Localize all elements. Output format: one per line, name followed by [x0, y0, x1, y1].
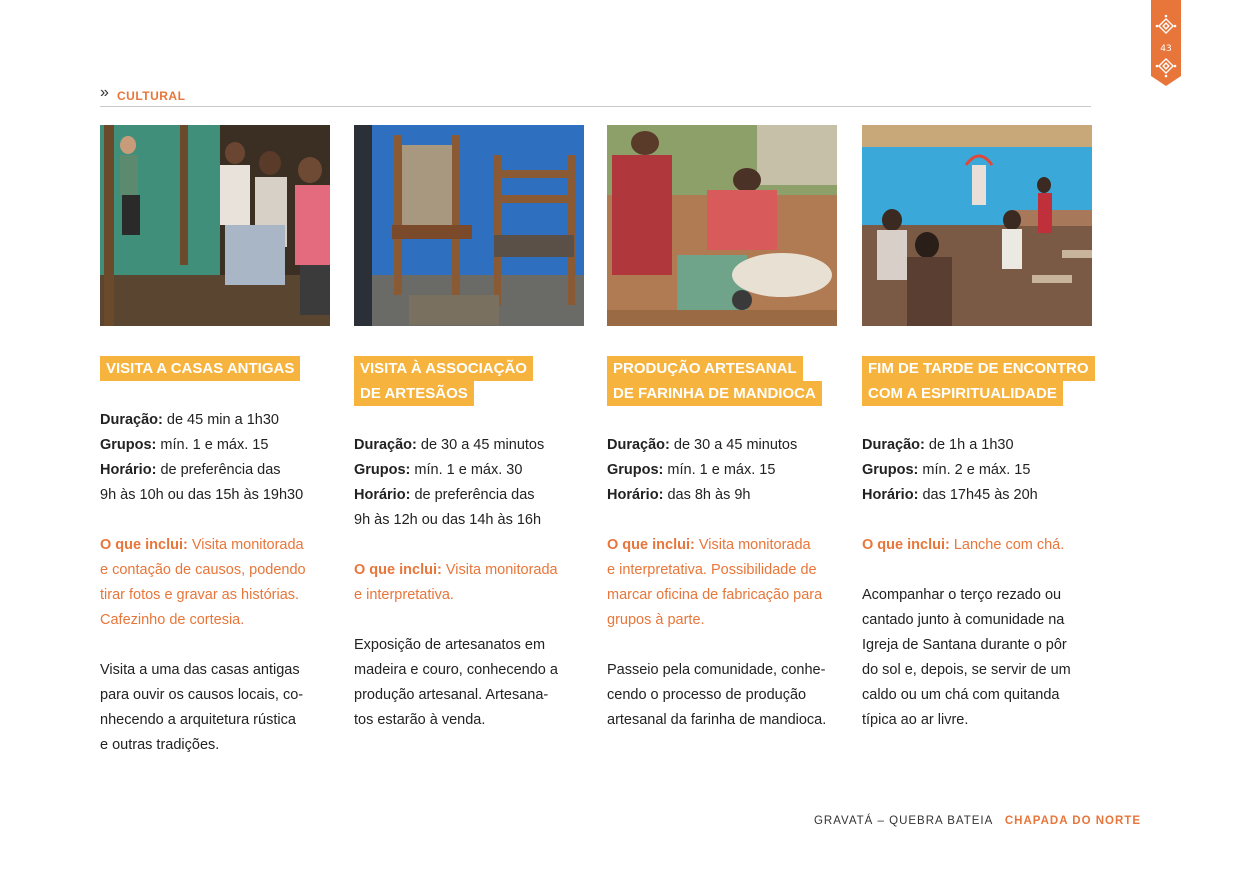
page-footer	[814, 815, 1141, 827]
duration-value: de 30 a 45 minutos	[673, 437, 798, 453]
duration-value: de 30 a 45 minutos	[420, 437, 545, 453]
includes-line-3: tirar fotos e gravar as histórias.	[100, 587, 300, 603]
photo-farinha-mandioca	[607, 125, 837, 326]
description-line-3: produção artesanal. Artesana-	[354, 687, 549, 703]
includes-label: O que inclui:	[354, 562, 442, 578]
footer-place: GRAVATÁ – QUEBRA BATEIA	[813, 815, 993, 827]
schedule-label: Horário:	[354, 487, 411, 503]
description-line-6: típica ao ar livre.	[862, 712, 969, 728]
description	[862, 583, 1102, 733]
includes-line-2: e contação de causos, podendo	[100, 562, 306, 578]
title-line-1: VISITA À ASSOCIAÇÃO	[354, 356, 533, 381]
includes-label: O que inclui:	[862, 537, 950, 553]
includes-line-4: Cafezinho de cortesia.	[100, 612, 245, 628]
description-line-1: Acompanhar o terço rezado ou	[862, 587, 1062, 603]
description-line-4: e outras tradições.	[100, 737, 220, 753]
description-line-2: cendo o processo de produção	[607, 687, 807, 703]
description-line-3: artesanal da farinha de mandioca.	[607, 712, 827, 728]
activity-title	[354, 356, 594, 406]
photo-casas-antigas	[100, 125, 330, 326]
activity-title	[862, 356, 1102, 406]
section-header	[100, 86, 1091, 107]
includes-line-1: Lanche com chá.	[953, 537, 1065, 553]
schedule-label: Horário:	[862, 487, 919, 503]
description-line-4: tos estarão à venda.	[354, 712, 486, 728]
groups-label: Grupos:	[354, 462, 411, 478]
activity-card-espiritualidade	[862, 125, 1094, 728]
activity-details	[354, 433, 594, 733]
photo-espiritualidade	[862, 125, 1092, 326]
groups-label: Grupos:	[607, 462, 664, 478]
schedule-label: Horário:	[607, 487, 664, 503]
activity-card-farinha-mandioca	[607, 125, 839, 728]
schedule-line-1: das 17h45 às 20h	[922, 487, 1038, 503]
description-line-5: caldo ou um chá com quitanda	[862, 687, 1060, 703]
groups-value: mín. 2 e máx. 15	[922, 462, 1031, 478]
section-label: CULTURAL	[117, 89, 186, 103]
duration-label: Duração:	[862, 437, 925, 453]
includes-line-4: grupos à parte.	[607, 612, 705, 628]
description-line-2: para ouvir os causos locais, co-	[100, 687, 304, 703]
includes-line-1: Visita monitorada	[191, 537, 304, 553]
description	[100, 658, 340, 758]
groups-label: Grupos:	[100, 437, 157, 453]
includes-line-2: e interpretativa.	[354, 587, 454, 603]
description-line-3: nhecendo a arquitetura rústica	[100, 712, 296, 728]
title-line-1: FIM DE TARDE DE ENCONTRO	[862, 356, 1095, 381]
ornament-icon	[1151, 0, 1181, 86]
activity-details	[100, 408, 340, 758]
schedule-line-1: de preferência das	[414, 487, 535, 503]
includes-block	[862, 533, 1102, 558]
duration-label: Duração:	[100, 412, 163, 428]
description-line-1: Exposição de artesanatos em	[354, 637, 546, 653]
title-line-1: VISITA A CASAS ANTIGAS	[100, 356, 300, 381]
photo-associacao-artesaos	[354, 125, 584, 326]
title-line-1: PRODUÇÃO ARTESANAL	[607, 356, 803, 381]
duration-label: Duração:	[354, 437, 417, 453]
includes-line-1: Visita monitorada	[698, 537, 811, 553]
description	[354, 633, 594, 733]
schedule-label: Horário:	[100, 462, 157, 478]
title-line-2: DE ARTESÃOS	[354, 381, 474, 406]
activity-title	[607, 356, 847, 406]
activity-card-casas-antigas	[100, 125, 332, 753]
groups-value: mín. 1 e máx. 15	[667, 462, 776, 478]
schedule-line-1: de preferência das	[160, 462, 281, 478]
includes-block	[354, 558, 594, 608]
includes-line-2: e interpretativa. Possibilidade de	[607, 562, 817, 578]
description-line-2: cantado junto à comunidade na	[862, 612, 1065, 628]
groups-value: mín. 1 e máx. 30	[414, 462, 523, 478]
includes-label: O que inclui:	[607, 537, 695, 553]
description-line-2: madeira e couro, conhecendo a	[354, 662, 558, 678]
description	[607, 658, 847, 733]
activity-details	[862, 433, 1102, 733]
activity-card-associacao-artesaos	[354, 125, 586, 728]
page-number-tab	[1151, 0, 1181, 86]
schedule-line-2: 9h às 12h ou das 14h às 16h	[354, 512, 542, 528]
schedule-line-1: das 8h às 9h	[667, 487, 751, 503]
duration-label: Duração:	[607, 437, 670, 453]
description-line-1: Passeio pela comunidade, conhe-	[607, 662, 826, 678]
includes-line-3: marcar oficina de fabricação para	[607, 587, 823, 603]
footer-region: CHAPADA DO NORTE	[1004, 815, 1141, 827]
section-marker: »	[100, 84, 109, 101]
includes-line-1: Visita monitorada	[445, 562, 558, 578]
schedule-line-2: 9h às 10h ou das 15h às 19h30	[100, 487, 304, 503]
activity-title	[100, 356, 340, 381]
duration-value: de 1h a 1h30	[928, 437, 1014, 453]
groups-value: mín. 1 e máx. 15	[160, 437, 269, 453]
includes-block	[607, 533, 847, 633]
description-line-3: Igreja de Santana durante o pôr	[862, 637, 1067, 653]
description-line-4: do sol e, depois, se servir de um	[862, 662, 1071, 678]
duration-value: de 45 min a 1h30	[166, 412, 279, 428]
description-line-1: Visita a uma das casas antigas	[100, 662, 300, 678]
activity-details	[607, 433, 847, 733]
page-number: 43	[1160, 44, 1172, 54]
title-line-2: DE FARINHA DE MANDIOCA	[607, 381, 822, 406]
includes-block	[100, 533, 340, 633]
groups-label: Grupos:	[862, 462, 919, 478]
includes-label: O que inclui:	[100, 537, 188, 553]
title-line-2: COM A ESPIRITUALIDADE	[862, 381, 1063, 406]
